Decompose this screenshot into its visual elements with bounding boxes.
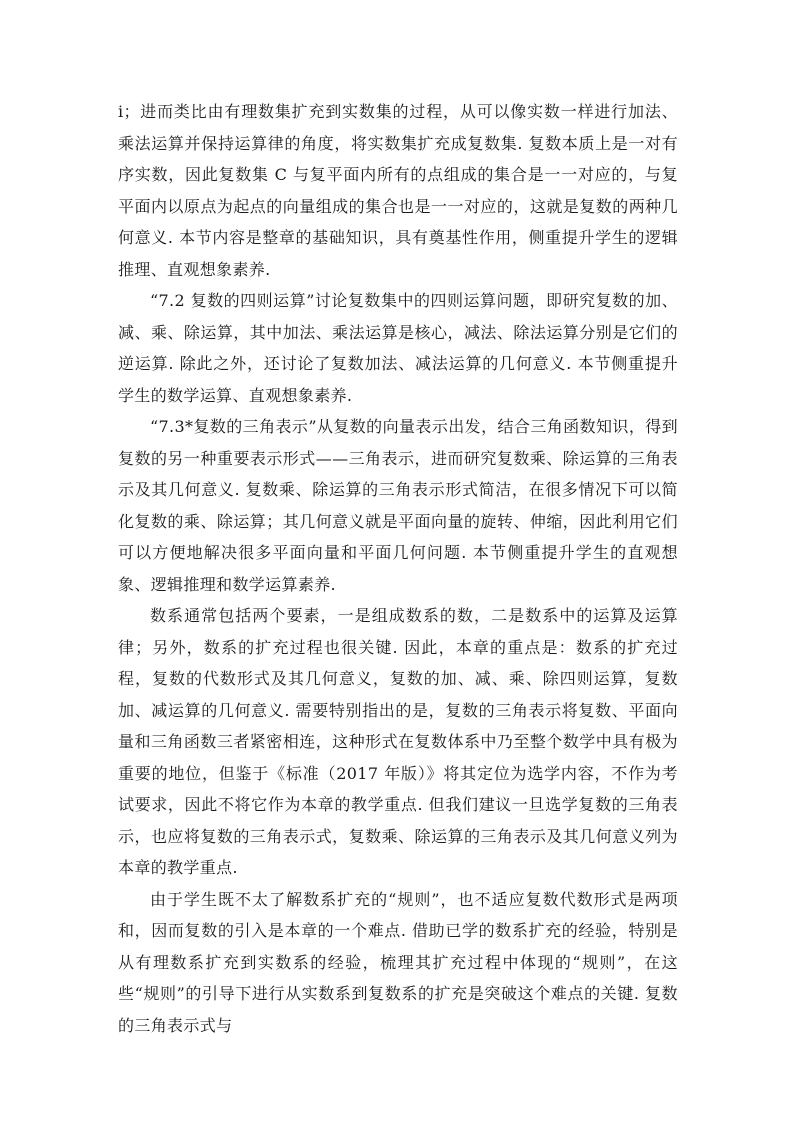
paragraph-2: “7.2 复数的四则运算”讨论复数集中的四则运算问题，即研究复数的加、减、乘、除运算，其中加法、乘法运算是核心，减法、除法运算分别是它们的逆运算. 除此之外，还讨论了复数加法、减法运算的几何意义. 本节侧重提升学生的数学运算、直观想象素养. [118, 291, 678, 405]
paragraph-5: 由于学生既不太了解数系扩充的“规则”，也不适应复数代数形式是两项和，因而复数的引入是本章的一个难点. 借助已学的数系扩充的经验，特别是从有理数系扩充到实数系的经验，梳理其扩充过程中体现的“规则”，在这些“规则”的引导下进行从实数系到复数系的扩充是突破这个难点的关键. 复数的三角表示式与 [118, 889, 678, 1035]
paragraph-1: i；进而类比由有理数集扩充到实数集的过程，从可以像实数一样进行加法、乘法运算并保持运算律的角度，将实数集扩充成复数集. 复数本质上是一对有序实数，因此复数集 C 与复平面内所有的点组成的集合是一一对应的，与复平面内以原点为起点的向量组成的集合也是一一对应的，这就是复数的两种几何意义. 本节内容是整章的基础知识，具有奠基性作用，侧重提升学生的逻辑推理、直观想象素养. [118, 102, 678, 279]
paragraph-3: “7.3*复数的三角表示”从复数的向量表示出发，结合三角函数知识，得到复数的另一种重要表示形式——三角表示，进而研究复数乘、除运算的三角表示及其几何意义. 复数乘、除运算的三角表示形式简洁，在很多情况下可以简化复数的乘、除运算；其几何意义就是平面向量的旋转、伸缩，因此利用它们可以方便地解决很多平面向量和平面几何问题. 本节侧重提升学生的直观想象、逻辑推理和数学运算素养. [118, 417, 678, 594]
paragraph-4: 数系通常包括两个要素，一是组成数系的数，二是数系中的运算及运算律；另外，数系的扩充过程也很关键. 因此，本章的重点是：数系的扩充过程，复数的代数形式及其几何意义，复数的加、减、乘、除四则运算，复数加、减运算的几何意义. 需要特别指出的是，复数的三角表示将复数、平面向量和三角函数三者紧密相连，这种形式在复数体系中乃至整个数学中具有极为重要的地位，但鉴于《标准（2017 年版）》将其定位为选学内容，不作为考试要求，因此不将它作为本章的教学重点. 但我们建议一旦选学复数的三角表示，也应将复数的三角表示式，复数乘、除运算的三角表示及其几何意义列为本章的教学重点. [118, 606, 678, 877]
body-text [118, 96, 678, 1041]
